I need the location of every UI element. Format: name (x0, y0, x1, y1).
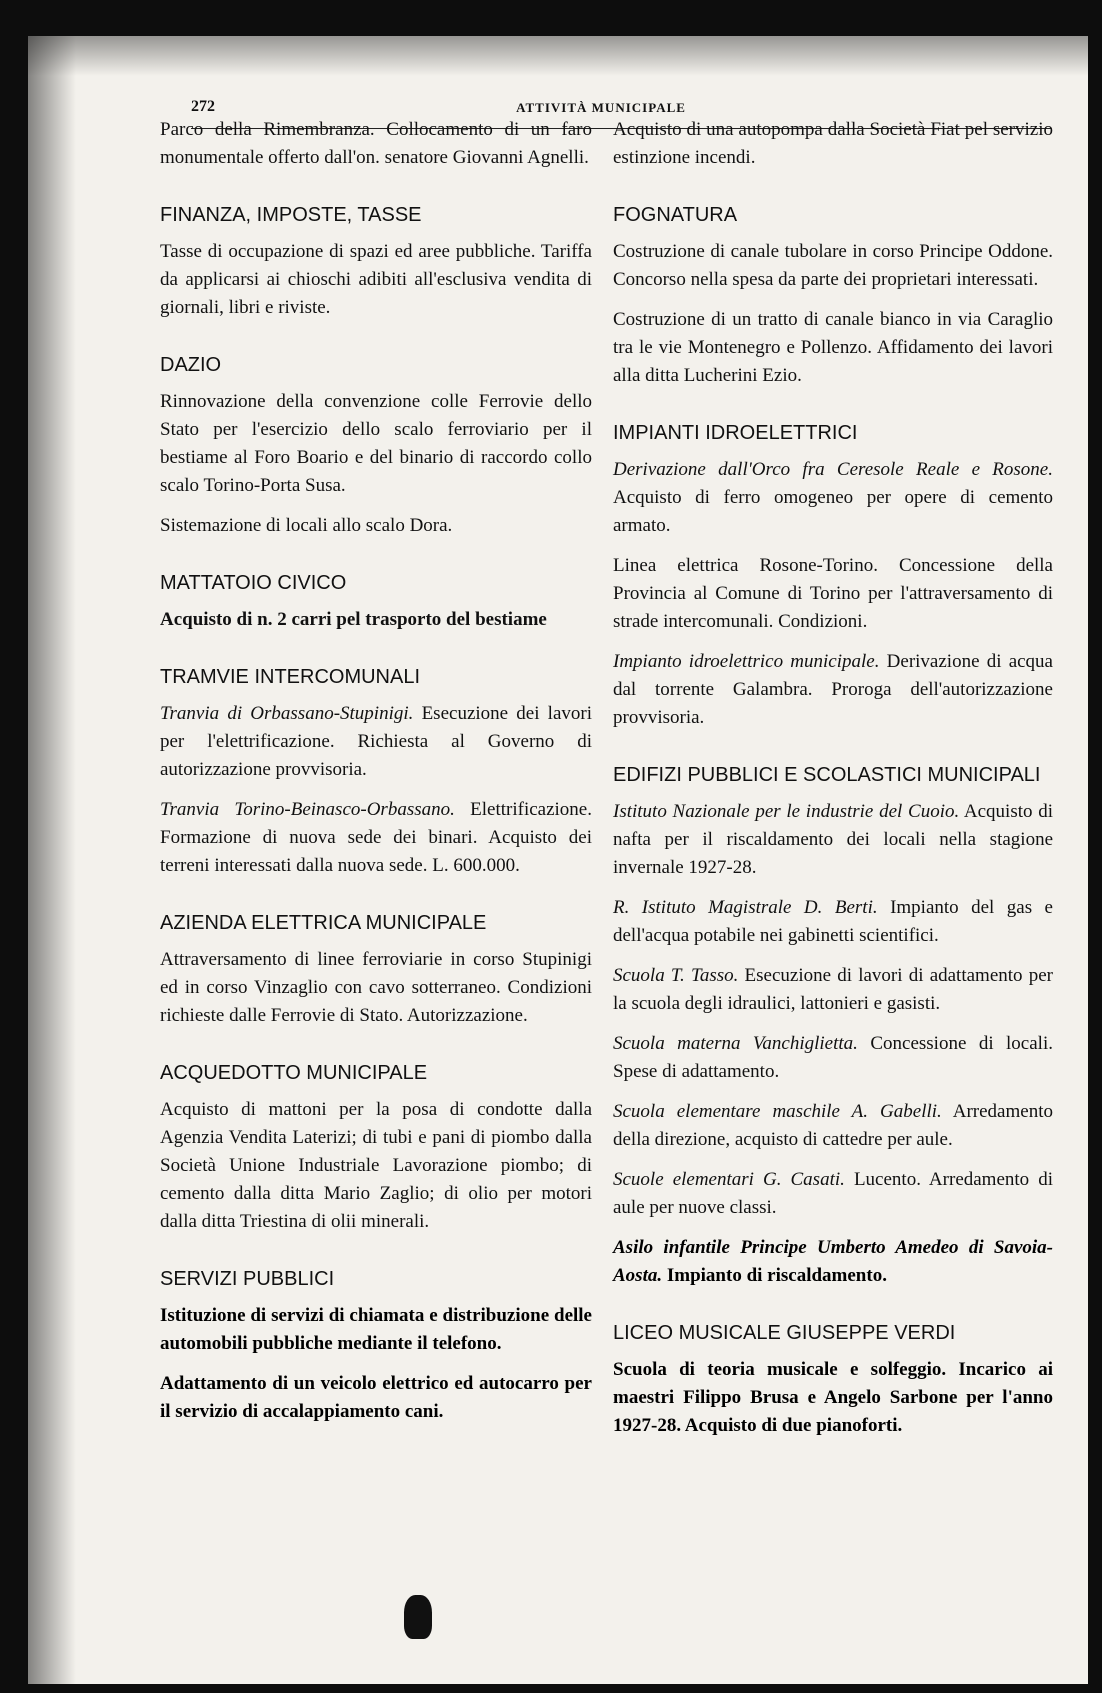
section-heading: EDIFIZI PUBBLICI E SCOLASTICI MUNICIPALI (613, 764, 1041, 786)
item-text: Acquisto di nafta per il riscaldamento dei locali nella stagione invernale 1927-28. (613, 801, 1053, 878)
running-head: ATTIVITÀ MUNICIPALE (516, 100, 686, 115)
paragraph (613, 1030, 1053, 1086)
item-title: R. Istituto Magistrale D. Berti. (613, 897, 878, 918)
section-edifizi (613, 762, 1053, 1290)
paragraph (613, 648, 1053, 732)
section-heading: SERVIZI PUBBLICI (160, 1268, 335, 1290)
section-heading: TRAMVIE INTERCOMUNALI (160, 666, 421, 688)
item-title: Impianto idroelettrico municipale. (613, 651, 880, 672)
section-heading: ACQUEDOTTO MUNICIPALE (160, 1062, 428, 1084)
item-text: Impianto del gas e dell'acqua potabile nei gabinetti scientifici. (613, 897, 1053, 946)
section-autopompa (613, 116, 1053, 172)
item-title: Derivazione dall'Orco fra Ceresole Reale e Rosone. (613, 459, 1053, 480)
item-title: Asilo infantile Principe Umberto Amedeo di Savoia-Aosta. (613, 1237, 1053, 1286)
item-title: Scuole elementari G. Casati. (613, 1169, 845, 1190)
paragraph: Adattamento di un veicolo elettrico ed autocarro per il servizio di accalappiamento cani. (160, 1373, 592, 1422)
paragraph: Acquisto di una autopompa dalla Società Fiat pel servizio estinzione incendi. (613, 119, 1053, 168)
paragraph (613, 1234, 1053, 1290)
section-azienda-elettrica (160, 910, 592, 1030)
section-liceo-musicale (613, 1320, 1053, 1440)
paragraph (613, 962, 1053, 1018)
paragraph (613, 798, 1053, 882)
item-title: Istituto Nazionale per le industrie del Cuoio. (613, 801, 960, 822)
paragraph (160, 700, 592, 784)
paragraph: Acquisto di n. 2 carri pel trasporto del bestiame (160, 609, 547, 630)
paragraph: Rinnovazione della convenzione colle Ferrovie dello Stato per l'esercizio dello scalo ferroviario per il bestiame al Foro Boario e del binario di raccordo collo scalo Torino-Porta Susa. (160, 391, 592, 496)
item-title: Tranvia Torino-Beinasco-Orbassano. (160, 799, 455, 820)
section-dazio (160, 352, 592, 540)
item-title: Scuola materna Vanchiglietta. (613, 1033, 858, 1054)
paragraph (160, 796, 592, 880)
paragraph (613, 456, 1053, 540)
section-heading: FINANZA, IMPOSTE, TASSE (160, 204, 422, 226)
scan-shadow-left (28, 36, 76, 1684)
section-fognatura (613, 202, 1053, 390)
item-text: Esecuzione di lavori di adattamento per la scuola degli idraulici, lattonieri e gasisti. (613, 965, 1053, 1014)
section-heading: FOGNATURA (613, 204, 738, 226)
item-text: Impianto di riscaldamento. (662, 1265, 887, 1286)
paragraph: Acquisto di mattoni per la posa di condotte dalla Agenzia Vendita Laterizi; di tubi e pani di piombo dalla Società Unione Industriale Lavorazione piombo; di cemento dalla ditta Mario Zaglio; di olio per motori dalla ditta Triestina di olii minerali. (160, 1099, 592, 1232)
section-heading: AZIENDA ELETTRICA MUNICIPALE (160, 912, 487, 934)
section-finanza (160, 202, 592, 322)
section-tramvie (160, 664, 592, 880)
item-text: Esecuzione dei lavori per l'elettrificazione. Richiesta al Governo di autorizzazione provvisoria. (160, 703, 593, 780)
item-text: Linea elettrica Rosone-Torino. Concessione della Provincia al Comune di Torino per l'attraversamento di strade intercomunali. Condizioni. (613, 555, 1053, 632)
section-acquedotto (160, 1060, 592, 1236)
section-parco (160, 116, 592, 172)
right-column (613, 116, 1053, 1470)
item-title: Scuola elementare maschile A. Gabelli. (613, 1101, 942, 1122)
section-heading: IMPIANTI IDROELETTRICI (613, 422, 858, 444)
ink-blot (404, 1595, 432, 1639)
paragraph: Sistemazione di locali allo scalo Dora. (160, 515, 453, 536)
paragraph: Attraversamento di linee ferroviarie in corso Stupinigi ed in corso Vinzaglio con cavo sotterraneo. Condizioni richieste dalle Ferrovie di Stato. Autorizzazione. (160, 949, 592, 1026)
item-text: Elettrificazione. Formazione di nuova sede dei binari. Acquisto dei terreni interessati dalla nuova sede. L. 600.000. (160, 799, 592, 876)
paragraph: Costruzione di un tratto di canale bianco in via Caraglio tra le vie Montenegro e Pollenzo. Affidamento dei lavori alla ditta Lucherini Ezio. (613, 309, 1053, 386)
item-text: Concessione di locali. Spese di adattamento. (613, 1033, 1053, 1082)
item-text: Derivazione di acqua dal torrente Galambra. Proroga dell'autorizzazione provvisoria. (613, 651, 1053, 728)
paragraph (613, 1166, 1053, 1222)
item-text: Arredamento della direzione, acquisto di cattedre per aule. (613, 1101, 1053, 1150)
paragraph (613, 894, 1053, 950)
left-column (160, 116, 592, 1456)
section-heading: MATTATOIO CIVICO (160, 572, 347, 594)
section-impianti-idroelettrici (613, 420, 1053, 732)
item-title: Scuola T. Tasso. (613, 965, 739, 986)
item-text: Acquisto di ferro omogeneo per opere di cemento armato. (613, 487, 1053, 536)
section-mattatoio (160, 570, 592, 634)
paragraph: Istituzione di servizi di chiamata e distribuzione delle automobili pubbliche mediante il telefono. (160, 1305, 592, 1354)
paragraph (613, 1098, 1053, 1154)
paragraph: Scuola di teoria musicale e solfeggio. Incarico ai maestri Filippo Brusa e Angelo Sarbone per l'anno 1927-28. Acquisto di due pianoforti. (613, 1359, 1053, 1436)
paragraph: Tasse di occupazione di spazi ed aree pubbliche. Tariffa da applicarsi ai chioschi adibiti all'esclusiva vendita di giornali, libri e riviste. (160, 241, 592, 318)
paragraph: Costruzione di canale tubolare in corso Principe Oddone. Concorso nella spesa da parte dei proprietari interessati. (613, 241, 1053, 290)
scan-shadow-top (28, 36, 1088, 76)
item-text: Lucento. Arredamento di aule per nuove classi. (613, 1169, 1053, 1218)
paragraph: Parco della Rimembranza. Collocamento di un faro monumentale offerto dall'on. senatore Giovanni Agnelli. (160, 119, 592, 168)
section-servizi-pubblici (160, 1266, 592, 1426)
page-number: 272 (191, 98, 215, 115)
paragraph (613, 552, 1053, 636)
section-heading: DAZIO (160, 354, 222, 376)
item-title: Tranvia di Orbassano-Stupinigi. (160, 703, 414, 724)
section-heading: LICEO MUSICALE GIUSEPPE VERDI (613, 1322, 956, 1344)
